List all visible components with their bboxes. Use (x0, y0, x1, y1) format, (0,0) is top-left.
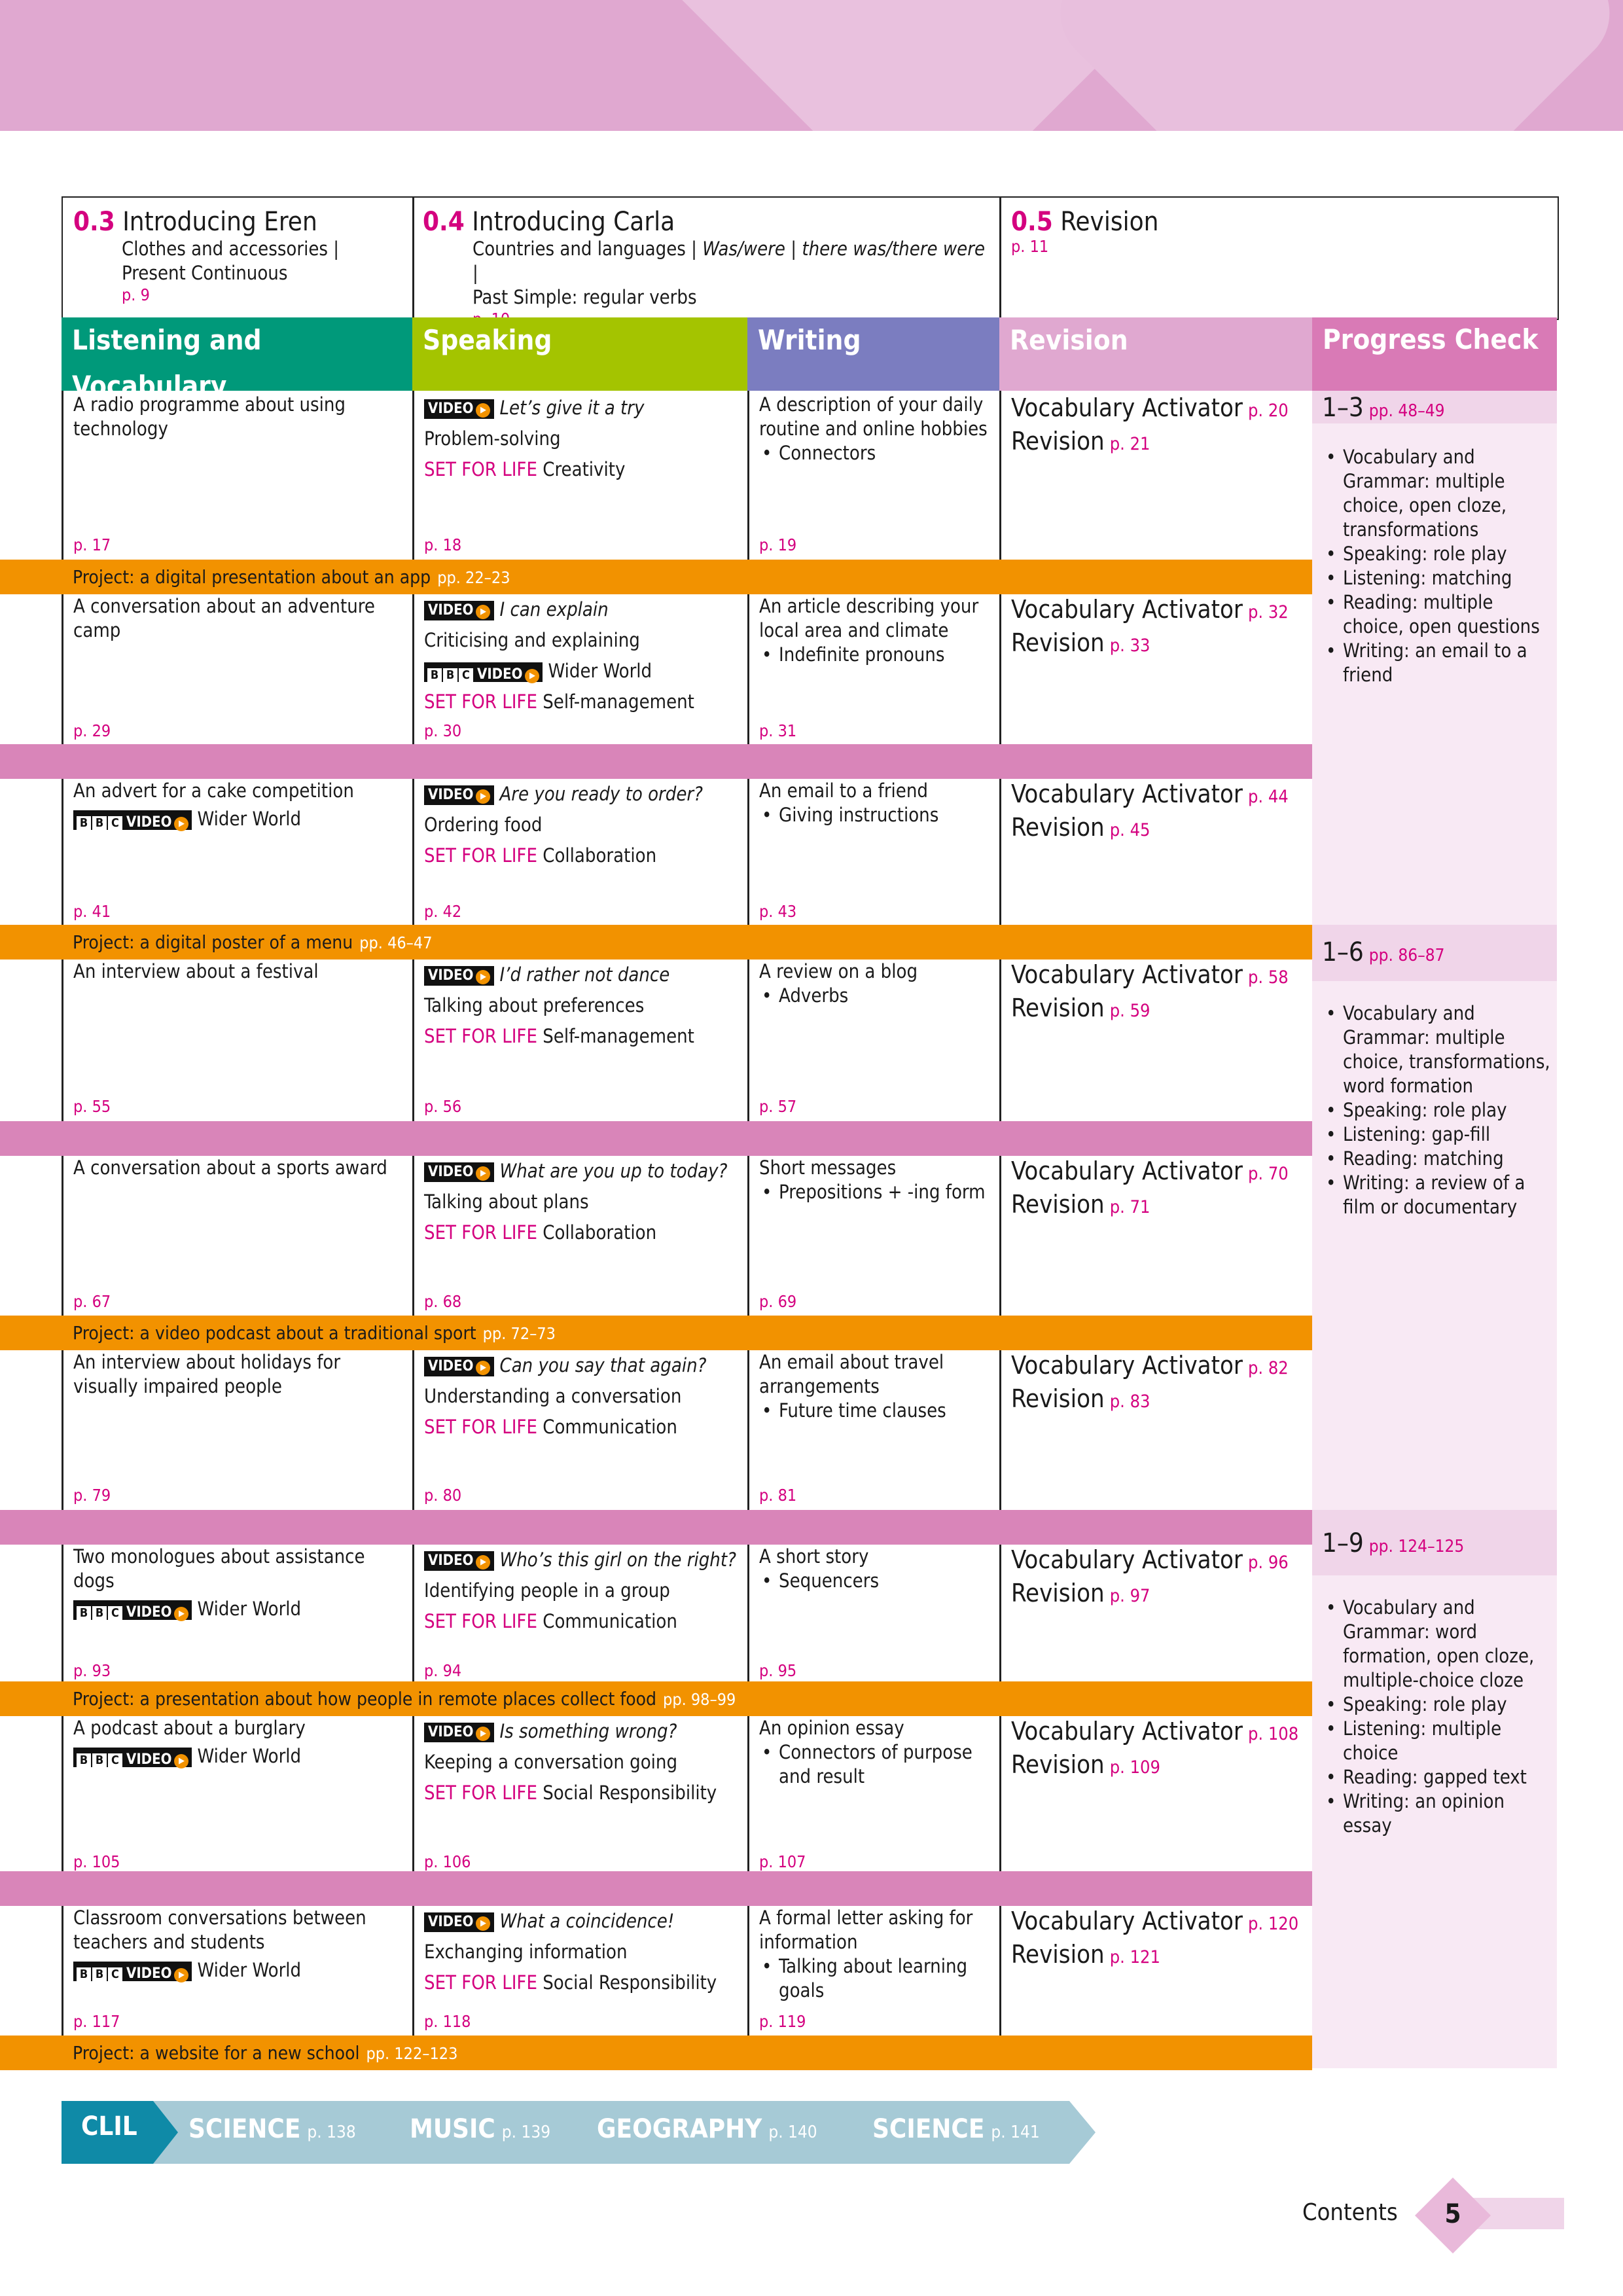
project-title: Project: a website for a new school (73, 2042, 360, 2064)
project-text (73, 925, 433, 960)
project-bar (0, 1681, 1312, 1716)
list-item: • Connectors of purpose and result (759, 1740, 995, 1789)
speaking-text: Keeping a conversation going (424, 1751, 678, 1773)
revision-cell: Vocabulary Activator p. 96 Revision p. 97 (1011, 1545, 1289, 1607)
list-item: • Writing: an email to a friend (1323, 639, 1552, 687)
set-for-life: SET FOR LIFE Collaboration (424, 844, 657, 867)
video-title: Are you ready to order? (499, 783, 703, 805)
bbc-video-icon: B B C VIDEO ▶ (424, 662, 543, 682)
project-bar (0, 1316, 1312, 1350)
writing-text: A review on a blog (759, 960, 918, 982)
speaking-text: Problem-solving (424, 427, 561, 450)
set-for-life: SET FOR LIFE Communication (424, 1610, 677, 1632)
header-decoration (1039, 0, 1623, 131)
speaking-text: Criticising and explaining (424, 629, 640, 651)
unit-separator (0, 1121, 1312, 1156)
intro-unit (423, 207, 992, 329)
clil-item[interactable] (597, 2114, 817, 2144)
page-ref: p. 20 (1247, 401, 1289, 421)
video-icon: VIDEO ▶ (424, 399, 494, 419)
page-ref: p. 106 (424, 1852, 471, 1871)
page-ref: p. 121 (1109, 1947, 1160, 1967)
clil-subject: GEOGRAPHY (597, 2114, 762, 2144)
video-icon: VIDEO ▶ (424, 966, 494, 986)
writing-bullets (759, 441, 995, 465)
page-ref: p. 141 (991, 2123, 1040, 2142)
writing-cell (759, 1350, 995, 1423)
project-text (73, 2036, 457, 2071)
intro-unit (1011, 207, 1535, 256)
set-for-life: SET FOR LIFE Self-management (424, 691, 694, 713)
page-ref: p. 58 (1247, 967, 1289, 988)
listening-text: An interview about holidays for visually impaired people (73, 1351, 341, 1397)
writing-text: A description of your daily routine and online hobbies (759, 393, 988, 440)
page-ref: p. 117 (73, 2012, 120, 2031)
page-ref: p. 9 (122, 285, 150, 304)
page-ref: p. 94 (424, 1661, 462, 1680)
listening-text: Classroom conversations between teachers and students (73, 1907, 366, 1953)
intro-title: Revision (1060, 207, 1159, 237)
speaking-cell (424, 1156, 745, 1248)
speaking-text: Talking about preferences (424, 994, 645, 1016)
page-ref: p. 11 (1011, 237, 1049, 256)
project-title: Project: a digital presentation about an app (73, 566, 431, 588)
speaking-cell (424, 393, 745, 485)
progress-check-list (1323, 1596, 1552, 1838)
speaking-text: Identifying people in a group (424, 1579, 670, 1602)
page-ref: p. 140 (768, 2123, 817, 2142)
page-ref: p. 33 (1109, 636, 1150, 656)
divider (747, 391, 749, 2070)
clil-label: CLIL (81, 2111, 137, 2142)
intro-number: 0.4 (423, 207, 465, 237)
page-ref: p. 44 (1247, 787, 1289, 807)
bbc-video-row: B B C VIDEO ▶ Wider World (424, 656, 745, 687)
page-ref: p. 108 (1247, 1724, 1299, 1744)
page-ref: p. 57 (759, 1097, 797, 1116)
revision-cell: Vocabulary Activator p. 44 Revision p. 45 (1011, 780, 1289, 842)
page-ref: p. 138 (307, 2123, 356, 2142)
page-ref: pp. 122–123 (366, 2044, 458, 2063)
listening-cell (73, 1716, 407, 1768)
unit-separator (0, 1871, 1312, 1906)
set-for-life: SET FOR LIFE Collaboration (424, 1221, 657, 1244)
project-text (73, 1316, 556, 1351)
listening-cell (73, 393, 407, 441)
revision-cell: Vocabulary Activator p. 108 Revision p. 109 (1011, 1717, 1299, 1779)
page-ref: p. 139 (501, 2123, 551, 2142)
clil-item[interactable] (410, 2114, 550, 2144)
page-ref: p. 82 (1247, 1358, 1289, 1378)
page-ref: p. 96 (1247, 1552, 1289, 1573)
listening-text: A conversation about an adventure camp (73, 595, 375, 641)
listening-cell (73, 779, 407, 831)
page-ref: p. 80 (424, 1486, 462, 1505)
page-ref: p. 119 (759, 2012, 806, 2031)
revision-cell: Vocabulary Activator p. 58 Revision p. 59 (1011, 960, 1289, 1022)
listening-text: Two monologues about assistance dogs (73, 1545, 365, 1592)
progress-range: 1–3 (1322, 393, 1364, 423)
listening-text: A radio programme about using technology (73, 393, 346, 440)
video-title: What are you up to today? (499, 1160, 728, 1182)
page-ref: pp. 72–73 (482, 1324, 556, 1343)
clil-item[interactable] (188, 2114, 356, 2144)
listening-cell (73, 1545, 407, 1621)
writing-bullets (759, 1740, 995, 1789)
page-ref: p. 118 (424, 2012, 471, 2031)
column-header-listening: Listening and Vocabulary (62, 317, 412, 391)
listening-text: An interview about a festival (73, 960, 319, 982)
bbc-video-icon: B B C VIDEO ▶ (73, 1962, 192, 1981)
page-ref: pp. 86–87 (1368, 946, 1445, 965)
list-item: • Sequencers (759, 1569, 995, 1593)
writing-text: Short messages (759, 1157, 897, 1179)
listening-text: An advert for a cake competition (73, 780, 354, 802)
writing-bullets (759, 1399, 995, 1423)
list-item: • Giving instructions (759, 803, 995, 827)
list-item: • Talking about learning goals (759, 1954, 995, 2003)
intro-number: 0.5 (1011, 207, 1053, 237)
bbc-video-row: B B C VIDEO ▶ Wider World (73, 1958, 407, 1982)
clil-item[interactable] (872, 2114, 1040, 2144)
writing-text: An email about travel arrangements (759, 1351, 944, 1397)
set-for-life: SET FOR LIFE Social Responsibility (424, 1971, 717, 1994)
bbc-video-row: B B C VIDEO ▶ Wider World (73, 1744, 407, 1768)
column-header-progress: Progress Check (1312, 317, 1557, 391)
set-for-life: SET FOR LIFE Communication (424, 1416, 677, 1438)
bbc-video-row: B B C VIDEO ▶ Wider World (73, 807, 407, 831)
page-ref: p. 29 (73, 721, 111, 740)
writing-text: A short story (759, 1545, 869, 1568)
revision-cell: Vocabulary Activator p. 120 Revision p. 121 (1011, 1907, 1299, 1969)
page-ref: p. 83 (1109, 1391, 1150, 1412)
bbc-video-row: B B C VIDEO ▶ Wider World (73, 1597, 407, 1621)
speaking-cell (424, 1716, 745, 1808)
list-item: • Listening: matching (1323, 566, 1552, 590)
page-ref: p. 21 (1109, 434, 1150, 454)
list-item: • Vocabulary and Grammar: word formation, open cloze, multiple-choice cloze (1323, 1596, 1552, 1693)
writing-cell (759, 960, 995, 1008)
writing-bullets (759, 984, 995, 1008)
speaking-cell (424, 960, 745, 1052)
header-banner (0, 0, 1623, 131)
divider (999, 196, 1001, 319)
writing-cell (759, 1906, 995, 2003)
page-ref: pp. 98–99 (663, 1690, 736, 1709)
revision-cell: Vocabulary Activator p. 70 Revision p. 71 (1011, 1157, 1289, 1219)
page-ref: p. 79 (73, 1486, 111, 1505)
project-title: Project: a presentation about how people in remote places collect food (73, 1688, 657, 1710)
list-item: • Speaking: role play (1323, 1693, 1552, 1717)
video-title: Can you say that again? (499, 1354, 707, 1376)
intro-subtitle: Clothes and accessories | Present Continuous (122, 238, 340, 284)
page-ref: p. 67 (73, 1292, 111, 1311)
progress-check-label (1322, 1528, 1464, 1558)
set-for-life: SET FOR LIFE Creativity (424, 458, 626, 480)
speaking-text: Exchanging information (424, 1941, 628, 1963)
writing-bullets (759, 1180, 995, 1204)
intro-number: 0.3 (73, 207, 115, 237)
intro-subtitle: Countries and languages | Was/were | there was/there were | Past Simple: regular verbs (473, 238, 986, 308)
divider (62, 391, 63, 2070)
set-for-life: SET FOR LIFE Social Responsibility (424, 1782, 717, 1804)
column-header-revision: Revision (999, 317, 1312, 391)
writing-cell (759, 779, 995, 827)
video-icon: VIDEO ▶ (424, 1912, 494, 1932)
page-ref: p. 17 (73, 535, 111, 554)
writing-text: An email to a friend (759, 780, 928, 802)
revision-cell: Vocabulary Activator p. 82 Revision p. 83 (1011, 1351, 1289, 1413)
listening-cell (73, 1350, 407, 1399)
video-icon: VIDEO ▶ (424, 1723, 494, 1742)
list-item: • Reading: matching (1323, 1147, 1552, 1171)
speaking-text: Understanding a conversation (424, 1385, 682, 1407)
video-title: Who’s this girl on the right? (499, 1549, 736, 1571)
list-item: • Speaking: role play (1323, 542, 1552, 566)
listening-cell (73, 960, 407, 984)
video-title: I’d rather not dance (499, 963, 670, 986)
list-item: • Connectors (759, 441, 995, 465)
listening-cell (73, 594, 407, 643)
page-ref: pp. 46–47 (359, 933, 433, 952)
bbc-video-icon: B B C VIDEO ▶ (73, 810, 192, 830)
writing-bullets (759, 1569, 995, 1593)
progress-check-label (1322, 393, 1445, 423)
clil-subject: SCIENCE (188, 2114, 301, 2144)
page-ref: pp. 22–23 (437, 568, 510, 587)
list-item: • Future time clauses (759, 1399, 995, 1423)
page-ref: p. 105 (73, 1852, 120, 1871)
page-ref: p. 59 (1109, 1001, 1150, 1021)
divider (412, 196, 414, 319)
list-item: • Indefinite pronouns (759, 643, 995, 667)
listening-cell (73, 1156, 407, 1180)
page-ref: p. 69 (759, 1292, 797, 1311)
listening-text: A podcast about a burglary (73, 1717, 306, 1739)
writing-cell (759, 594, 995, 667)
clil-subject: MUSIC (410, 2114, 495, 2144)
footer-label: Contents (1302, 2199, 1398, 2226)
speaking-cell (424, 779, 745, 871)
column-header-speaking: Speaking (412, 317, 747, 391)
video-title: I can explain (499, 598, 609, 620)
project-text (73, 560, 510, 595)
speaking-cell (424, 594, 745, 717)
writing-text: An article describing your local area and climate (759, 595, 979, 641)
project-text (73, 1681, 736, 1717)
page-ref: p. 30 (424, 721, 462, 740)
page-ref: p. 107 (759, 1852, 806, 1871)
page-ref: p. 93 (73, 1661, 111, 1680)
listening-cell (73, 1906, 407, 1982)
listening-text: A conversation about a sports award (73, 1157, 387, 1179)
speaking-text: Talking about plans (424, 1191, 589, 1213)
progress-check-list (1323, 445, 1552, 687)
page-ref: p. 42 (424, 902, 462, 921)
list-item: • Adverbs (759, 984, 995, 1008)
divider (999, 391, 1001, 2070)
list-item: • Speaking: role play (1323, 1098, 1552, 1122)
set-for-life: SET FOR LIFE Self-management (424, 1025, 694, 1047)
page-ref: p. 120 (1247, 1914, 1299, 1934)
writing-cell (759, 1156, 995, 1204)
video-icon: VIDEO ▶ (424, 601, 494, 620)
revision-cell: Vocabulary Activator p. 32 Revision p. 33 (1011, 595, 1289, 657)
list-item: • Reading: multiple choice, open questions (1323, 590, 1552, 639)
speaking-text: Ordering food (424, 814, 543, 836)
writing-bullets (759, 803, 995, 827)
video-title: What a coincidence! (499, 1910, 675, 1932)
video-title: Let’s give it a try (499, 397, 645, 419)
speaking-cell (424, 1906, 745, 1998)
page-ref: p. 55 (73, 1097, 111, 1116)
divider (412, 391, 414, 2070)
column-header-writing: Writing (747, 317, 999, 391)
project-title: Project: a digital poster of a menu (73, 931, 353, 953)
page-ref: p. 97 (1109, 1586, 1150, 1606)
project-bar (0, 560, 1312, 594)
list-item: • Prepositions + -ing form (759, 1180, 995, 1204)
page-ref: p. 43 (759, 902, 797, 921)
video-icon: VIDEO ▶ (424, 1162, 494, 1182)
unit-separator (0, 744, 1312, 779)
page-number: 5 (1444, 2199, 1461, 2229)
list-item: • Listening: gap-fill (1323, 1122, 1552, 1147)
project-title: Project: a video podcast about a traditional sport (73, 1322, 476, 1344)
progress-range: 1–9 (1322, 1528, 1364, 1558)
page-ref: p. 109 (1109, 1757, 1160, 1778)
intro-unit (73, 207, 407, 304)
progress-check-list (1323, 1001, 1552, 1219)
page-ref: p. 45 (1109, 820, 1150, 840)
page-ref: p. 81 (759, 1486, 797, 1505)
speaking-cell (424, 1545, 745, 1637)
writing-text: An opinion essay (759, 1717, 904, 1739)
list-item: • Writing: an opinion essay (1323, 1789, 1552, 1838)
bbc-video-icon: B B C VIDEO ▶ (73, 1748, 192, 1767)
writing-text: A formal letter asking for information (759, 1907, 973, 1953)
project-bar (0, 2036, 1312, 2070)
writing-bullets (759, 1954, 995, 2003)
page-ref: p. 70 (1247, 1164, 1289, 1184)
progress-range: 1–6 (1322, 937, 1364, 967)
video-icon: VIDEO ▶ (424, 1551, 494, 1571)
writing-cell (759, 1716, 995, 1789)
list-item: • Reading: gapped text (1323, 1765, 1552, 1789)
intro-title: Introducing Eren (122, 207, 317, 237)
unit-separator (0, 1510, 1312, 1545)
list-item: • Writing: a review of a film or documentary (1323, 1171, 1552, 1219)
video-icon: VIDEO ▶ (424, 1357, 494, 1376)
writing-cell (759, 393, 995, 465)
page-ref: pp. 48–49 (1368, 401, 1445, 421)
bbc-video-icon: B B C VIDEO ▶ (73, 1600, 192, 1620)
list-item: • Vocabulary and Grammar: multiple choice, transformations, word formation (1323, 1001, 1552, 1098)
page-ref: p. 41 (73, 902, 111, 921)
page-ref: p. 71 (1109, 1197, 1150, 1217)
video-title: Is something wrong? (499, 1720, 677, 1742)
list-item: • Listening: multiple choice (1323, 1717, 1552, 1765)
writing-bullets (759, 643, 995, 667)
speaking-cell (424, 1350, 745, 1443)
revision-cell: Vocabulary Activator p. 20 Revision p. 21 (1011, 393, 1289, 456)
page-ref: p. 32 (1247, 602, 1289, 622)
page-ref: p. 18 (424, 535, 462, 554)
page-ref: p. 19 (759, 535, 797, 554)
page-ref: p. 95 (759, 1661, 797, 1680)
page-ref: p. 31 (759, 721, 797, 740)
intro-title: Introducing Carla (472, 207, 675, 237)
page-ref: p. 68 (424, 1292, 462, 1311)
progress-check-label (1322, 937, 1445, 967)
project-bar (0, 925, 1312, 960)
writing-cell (759, 1545, 995, 1593)
list-item: • Vocabulary and Grammar: multiple choice, open cloze, transformations (1323, 445, 1552, 542)
clil-subject: SCIENCE (872, 2114, 985, 2144)
video-icon: VIDEO ▶ (424, 785, 494, 805)
page-ref: p. 56 (424, 1097, 462, 1116)
page-ref: pp. 124–125 (1368, 1537, 1465, 1556)
